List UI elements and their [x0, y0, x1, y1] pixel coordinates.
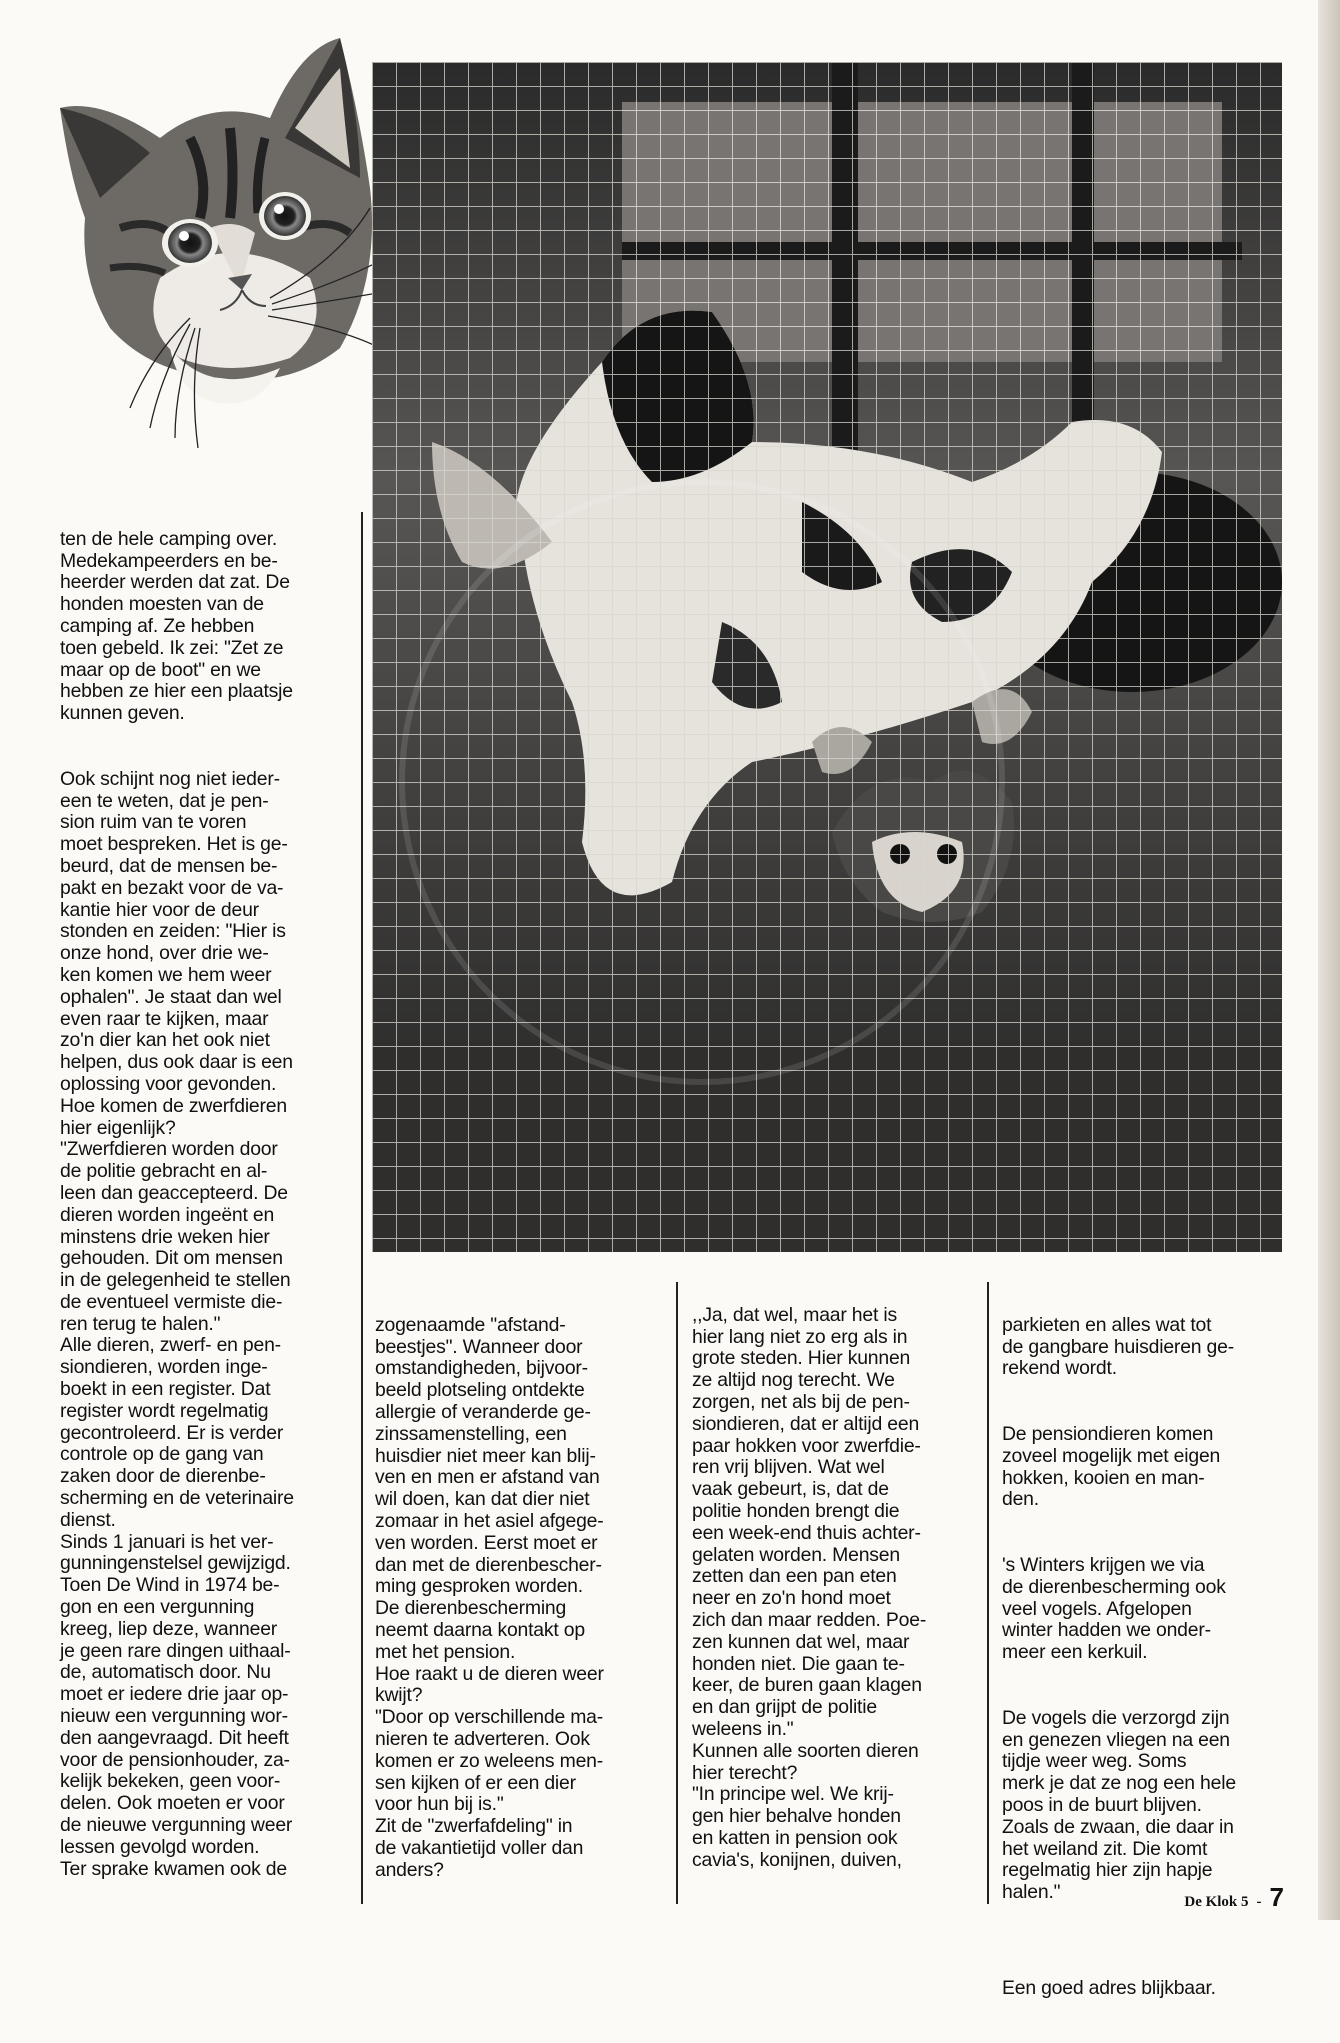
paragraph: zogenaamde "afstand- beestjes". Wanneer door omstandigheden, bijvoor- beeld plotseling ontdekte allergie of veranderde ge- zinssamenstelling, een huisdier niet meer kan blij- ven en men er afstand van wil doen, kan dat dier niet zomaar in het asiel afgege- ven worden. Eerst moet er dan met de dierenbescher- ming gesproken worden. De dierenbescherming neemt daarna kontakt op met het pension. Hoe raakt u de dieren weer kwijt? "Door op verschillende ma- nieren te adverteren. Ook komen er zo weleens men- sen kijken of er een dier voor hun bij is." Zit de "zwerfafdeling" in de vakantietijd voller dan anders? — [375, 1313, 604, 1881]
paragraph: De pensiondieren komen zoveel mogelijk met eigen hokken, kooien en man- den. — [1002, 1422, 1221, 1511]
page-number: 7 — [1269, 1882, 1284, 1912]
paragraph: Een goed adres blijkbaar. — [1002, 1976, 1216, 1999]
column-rule-1 — [361, 512, 363, 1904]
column-rule-2 — [676, 1282, 678, 1904]
paragraph: ,,Ja, dat wel, maar het is hier lang niet zo erg als in grote steden. Hier kunnen ze altijd nog terecht. We zorgen, net als bij de pen- siondieren, dat er altijd een paar hokken voor zwerfdie- ren vrij blijven. Wat wel vaak gebeurt, is, dat de politie honden brengt die een week-end thuis achter- gelaten worden. Mensen zetten dan een pan eten neer en zo'n hond moet zich dan maar redden. Poe- zen kunnen dat wel, maar honden niet. Die gaan te- keer, de buren gaan klagen en dan grijpt de politie weleens in." Kunnen alle soorten dieren hier terecht? "In principe wel. We krij- gen hier behalve honden en katten in pension ook cavia's, konijnen, duiven, — [692, 1303, 927, 1871]
magazine-name: De Klok 5 — [1184, 1894, 1249, 1910]
column-rule-3 — [987, 1282, 989, 1904]
paragraph: Ook schijnt nog niet ieder- een te weten, dat je pen- sion ruim van te voren moet bespreken. Het is ge- beurd, dat de mensen be- pakt en bezakt voor de va- kantie hier voor de deur stonden en zeiden: "Hier is onze hond, over drie we- ken komen we hem weer ophalen". Je staat dan wel even raar te kijken, maar zo'n dier kan het ook niet helpen, dus ook daar is een oplossing voor gevonden. Hoe komen de zwerfdieren hier eigenlijk? "Zwerfdieren worden door de politie gebracht en al- leen dan geaccepteerd. De dieren worden ingeënt en minstens drie weken hier gehouden. Dit om mensen in de gelegenheid te stellen de eventueel vermiste die- ren terug te halen." Alle dieren, zwerf- en pen- siondieren, worden inge- boekt in een register. Dat register wordt regelmatig gecontroleerd. Er is verder controle op de gang van zaken door de dierenbe- scherming en de veterinaire dienst. Sinds 1 januari is het ver- gunningenstelsel gewijzigd. Toen De Wind in 1974 be- gon en een vergunning kreeg, liep deze, wanneer je geen rare dingen uithaal- de, automatisch door. Nu moet er iedere drie jaar op- nieuw een vergunning wor- den aangevraagd. Dit heeft voor de pensionhouder, za- kelijk bekeken, geen voor- delen. Ook moeten er voor de nieuwe vergunning weer lessen gevolgd worden. Ter sprake kwamen ook de — [60, 767, 294, 1880]
text-column-3 — [692, 1283, 980, 1915]
paragraph: ten de hele camping over. Medekampeerders en be- heerder werden dat zat. De honden moesten van de camping af. Ze hebben toen gebeld. Ik zei: "Zet ze maar op de boot" en we hebben ze hier een plaatsje kunnen geven. — [60, 527, 293, 725]
paragraph: parkieten en alles wat tot de gangbare huisdieren ge- rekend wordt. — [1002, 1313, 1234, 1380]
page-edge — [1318, 0, 1340, 1920]
text-column-2 — [375, 1293, 663, 1925]
page-footer — [1184, 1882, 1284, 1913]
cats-cage-photo — [372, 62, 1282, 1252]
paragraph: 's Winters krijgen we via de dierenbescherming ook veel vogels. Afgelopen winter hadden we onder- meer een kerkuil. — [1002, 1553, 1226, 1664]
text-column-4 — [1002, 1293, 1282, 2043]
footer-dash: - — [1256, 1894, 1262, 1910]
paragraph: De vogels die verzorgd zijn en genezen vliegen na een tijdje weer weg. Soms merk je dat ze nog een hele poos in de buurt blijven. Zoals de zwaan, die daar in het weiland zit. Die komt regelmatig hier zijn hapje halen." — [1002, 1706, 1236, 1904]
text-column-1 — [60, 507, 358, 1924]
